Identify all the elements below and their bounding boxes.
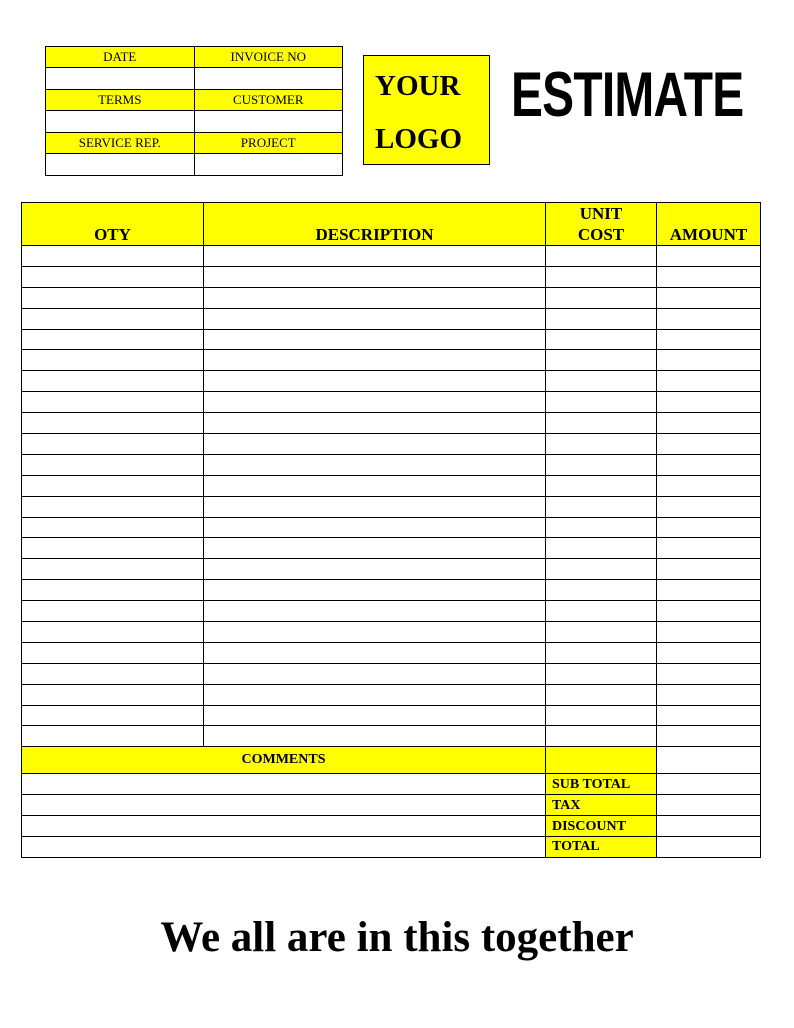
table-row	[22, 434, 761, 455]
table-header	[22, 203, 761, 246]
amount-cell[interactable]	[657, 496, 761, 517]
amount-cell[interactable]	[657, 475, 761, 496]
comments-yellow-cell	[546, 747, 657, 774]
project-field[interactable]	[194, 154, 343, 176]
amount-cell[interactable]	[657, 726, 761, 747]
unit-cost-cell[interactable]	[546, 308, 657, 329]
subtotal-value[interactable]	[657, 774, 761, 795]
unit-cost-cell[interactable]	[546, 580, 657, 601]
table-row	[22, 559, 761, 580]
unit-cost-cell[interactable]	[546, 663, 657, 684]
table-row	[22, 475, 761, 496]
table-row	[22, 580, 761, 601]
description-cell[interactable]	[204, 622, 546, 643]
unit-cost-cell[interactable]	[546, 684, 657, 705]
unit-cost-cell[interactable]	[546, 642, 657, 663]
table-row	[22, 454, 761, 475]
amount-cell[interactable]	[657, 559, 761, 580]
comment-line[interactable]	[22, 795, 546, 816]
amount-cell[interactable]	[657, 538, 761, 559]
amount-cell[interactable]	[657, 517, 761, 538]
logo-placeholder	[363, 55, 490, 165]
description-cell[interactable]	[204, 496, 546, 517]
tax-label: TAX	[546, 795, 657, 816]
amount-cell[interactable]	[657, 580, 761, 601]
table-row	[22, 266, 761, 287]
qty-cell[interactable]	[22, 329, 204, 350]
unit-cost-cell[interactable]	[546, 434, 657, 455]
unit-cost-cell[interactable]	[546, 246, 657, 267]
amount-cell[interactable]	[657, 392, 761, 413]
unit-cost-cell[interactable]	[546, 601, 657, 622]
description-cell[interactable]	[204, 308, 546, 329]
table-row	[22, 622, 761, 643]
unit-cost-cell[interactable]	[546, 454, 657, 475]
table-row	[22, 496, 761, 517]
table-row	[22, 642, 761, 663]
terms-label: TERMS	[46, 90, 195, 111]
description-cell[interactable]	[204, 329, 546, 350]
description-cell[interactable]	[204, 413, 546, 434]
unit-cost-cell[interactable]	[546, 726, 657, 747]
table-row	[22, 601, 761, 622]
amount-cell[interactable]	[657, 684, 761, 705]
logo-line-1: YOUR	[375, 70, 461, 102]
amount-cell[interactable]	[657, 329, 761, 350]
description-cell[interactable]	[204, 246, 546, 267]
qty-cell[interactable]	[22, 726, 204, 747]
amount-header: AMOUNT	[657, 203, 761, 246]
amount-cell[interactable]	[657, 663, 761, 684]
comments-row	[22, 747, 761, 774]
service-rep-label: SERVICE REP.	[46, 133, 195, 154]
table-row	[22, 371, 761, 392]
qty-cell[interactable]	[22, 413, 204, 434]
qty-cell[interactable]	[22, 287, 204, 308]
qty-cell[interactable]	[22, 308, 204, 329]
page-title: ESTIMATE	[511, 60, 744, 130]
qty-cell[interactable]	[22, 559, 204, 580]
tax-value[interactable]	[657, 795, 761, 816]
qty-cell[interactable]	[22, 434, 204, 455]
qty-cell[interactable]	[22, 266, 204, 287]
unit-cost-cell[interactable]	[546, 705, 657, 726]
amount-cell[interactable]	[657, 601, 761, 622]
terms-field[interactable]	[46, 111, 195, 133]
description-cell[interactable]	[204, 454, 546, 475]
amount-cell[interactable]	[657, 413, 761, 434]
description-cell[interactable]	[204, 642, 546, 663]
table-row	[22, 684, 761, 705]
table-row	[22, 705, 761, 726]
amount-cell[interactable]	[657, 434, 761, 455]
table-row	[22, 538, 761, 559]
qty-cell[interactable]	[22, 475, 204, 496]
table-row	[22, 413, 761, 434]
qty-cell[interactable]	[22, 642, 204, 663]
info-table	[45, 46, 343, 176]
discount-row	[22, 816, 761, 837]
unit-cost-cell[interactable]	[546, 287, 657, 308]
amount-cell[interactable]	[657, 371, 761, 392]
qty-cell[interactable]	[22, 496, 204, 517]
comments-amount-cell[interactable]	[657, 747, 761, 774]
logo-line-2: LOGO	[375, 123, 463, 155]
comment-line[interactable]	[22, 774, 546, 795]
amount-cell[interactable]	[657, 642, 761, 663]
qty-cell[interactable]	[22, 663, 204, 684]
table-row	[22, 726, 761, 747]
table-row	[22, 663, 761, 684]
amount-cell[interactable]	[657, 266, 761, 287]
qty-cell[interactable]	[22, 350, 204, 371]
qty-cell[interactable]	[22, 580, 204, 601]
amount-cell[interactable]	[657, 350, 761, 371]
amount-cell[interactable]	[657, 622, 761, 643]
unit-cost-cell[interactable]	[546, 475, 657, 496]
qty-cell[interactable]	[22, 517, 204, 538]
qty-cell[interactable]	[22, 601, 204, 622]
unit-cost-header	[546, 203, 657, 246]
qty-cell[interactable]	[22, 371, 204, 392]
amount-cell[interactable]	[657, 287, 761, 308]
description-cell[interactable]	[204, 434, 546, 455]
unit-cost-cell[interactable]	[546, 413, 657, 434]
description-cell[interactable]	[204, 371, 546, 392]
qty-cell[interactable]	[22, 705, 204, 726]
amount-cell[interactable]	[657, 308, 761, 329]
qty-cell[interactable]	[22, 684, 204, 705]
amount-cell[interactable]	[657, 705, 761, 726]
total-row	[22, 837, 761, 858]
unit-cost-cell[interactable]	[546, 371, 657, 392]
description-cell[interactable]	[204, 475, 546, 496]
qty-cell[interactable]	[22, 246, 204, 267]
table-row	[22, 329, 761, 350]
customer-label: CUSTOMER	[194, 90, 343, 111]
qty-header: OTY	[22, 203, 204, 246]
total-label: TOTAL	[546, 837, 657, 858]
description-cell[interactable]	[204, 392, 546, 413]
invoice-no-label: INVOICE NO	[194, 47, 343, 68]
description-cell[interactable]	[204, 601, 546, 622]
date-field[interactable]	[46, 68, 195, 90]
subtotal-row	[22, 774, 761, 795]
description-cell[interactable]	[204, 726, 546, 747]
description-cell[interactable]	[204, 538, 546, 559]
qty-cell[interactable]	[22, 392, 204, 413]
footer-slogan: We all are in this together	[160, 914, 634, 961]
unit-cost-cell[interactable]	[546, 392, 657, 413]
table-row	[22, 246, 761, 267]
table-row	[22, 287, 761, 308]
unit-cost-header-line-2: COST	[577, 225, 625, 244]
qty-cell[interactable]	[22, 538, 204, 559]
description-cell[interactable]	[204, 350, 546, 371]
description-cell[interactable]	[204, 580, 546, 601]
description-cell[interactable]	[204, 559, 546, 580]
description-cell[interactable]	[204, 663, 546, 684]
customer-field[interactable]	[194, 111, 343, 133]
comment-line[interactable]	[22, 816, 546, 837]
unit-cost-cell[interactable]	[546, 622, 657, 643]
discount-value[interactable]	[657, 816, 761, 837]
project-label: PROJECT	[194, 133, 343, 154]
unit-cost-cell[interactable]	[546, 559, 657, 580]
table-row	[22, 308, 761, 329]
amount-cell[interactable]	[657, 454, 761, 475]
description-cell[interactable]	[204, 266, 546, 287]
unit-cost-cell[interactable]	[546, 538, 657, 559]
line-items-table	[21, 202, 761, 858]
description-cell[interactable]	[204, 517, 546, 538]
unit-cost-cell[interactable]	[546, 329, 657, 350]
qty-cell[interactable]	[22, 454, 204, 475]
unit-cost-cell[interactable]	[546, 266, 657, 287]
unit-cost-cell[interactable]	[546, 496, 657, 517]
comments-label: COMMENTS	[22, 747, 546, 774]
subtotal-label: SUB TOTAL	[546, 774, 657, 795]
service-rep-field[interactable]	[46, 154, 195, 176]
total-value[interactable]	[657, 837, 761, 858]
description-header: DESCRIPTION	[204, 203, 546, 246]
tax-row	[22, 795, 761, 816]
comment-line[interactable]	[22, 837, 546, 858]
unit-cost-header-line-1: UNIT	[579, 204, 623, 223]
description-cell[interactable]	[204, 705, 546, 726]
description-cell[interactable]	[204, 684, 546, 705]
table-row	[22, 350, 761, 371]
table-row	[22, 392, 761, 413]
amount-cell[interactable]	[657, 246, 761, 267]
date-label: DATE	[46, 47, 195, 68]
discount-label: DISCOUNT	[546, 816, 657, 837]
table-row	[22, 517, 761, 538]
description-cell[interactable]	[204, 287, 546, 308]
unit-cost-cell[interactable]	[546, 350, 657, 371]
unit-cost-cell[interactable]	[546, 517, 657, 538]
invoice-no-field[interactable]	[194, 68, 343, 90]
qty-cell[interactable]	[22, 622, 204, 643]
